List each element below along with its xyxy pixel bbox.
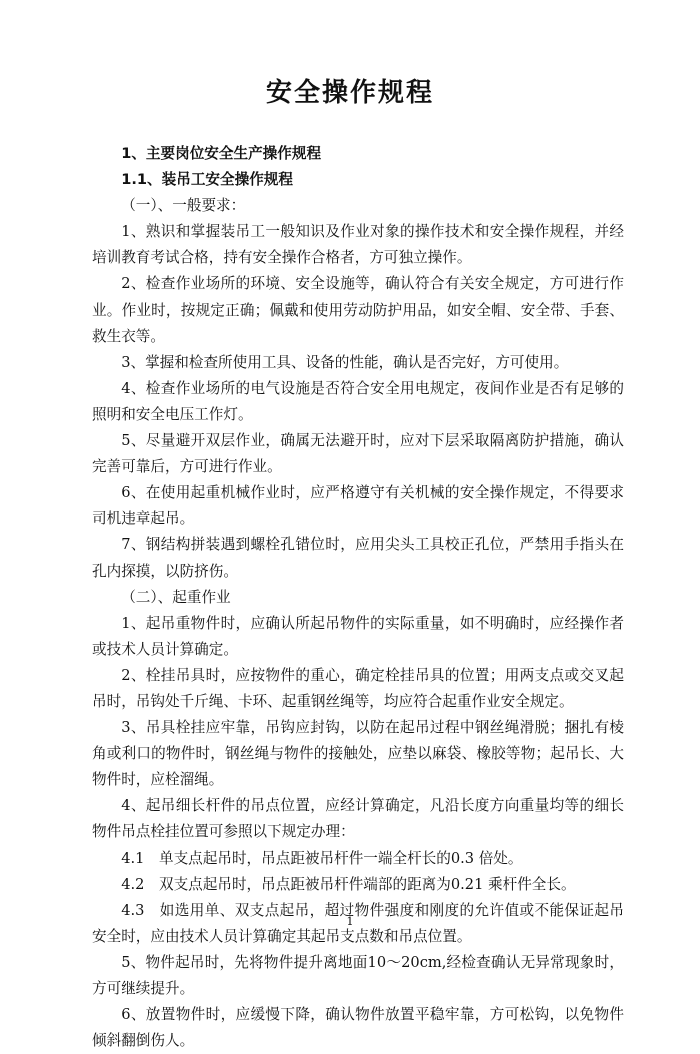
paragraph: 7、钢结构拼装遇到螺栓孔错位时，应用尖头工具校正孔位，严禁用手指头在孔内探摸，以防挤伤。 (92, 536, 624, 580)
paragraph: 6、在使用起重机械作业时，应严格遵守有关机械的安全操作规定，不得要求司机违章起吊。 (92, 484, 624, 528)
paragraph: 4.3 如选用单、双支点起吊，超过物件强度和刚度的允许值或不能保证起吊安全时，应由技术人员计算确定其起吊支点数和吊点位置。 (92, 901, 624, 945)
paragraph: 5、尽量避开双层作业，确属无法避开时，应对下层采取隔离防护措施，确认完善可靠后，方可进行作业。 (92, 432, 624, 476)
paragraph: 4、检查作业场所的电气设施是否符合安全用电规定，夜间作业是否有足够的照明和安全电压工作灯。 (92, 379, 624, 423)
document-title: 安全操作规程 (265, 78, 434, 108)
paragraph: 4、起吊细长杆件的吊点位置，应经计算确定，凡沿长度方向重量均等的细长物件吊点栓挂位置可参照以下规定办理： (92, 797, 624, 841)
paragraph: 1、起吊重物件时，应确认所起吊物件的实际重量，如不明确时，应经操作者或技术人员计算确定。 (92, 614, 624, 658)
paragraph: 6、放置物件时，应缓慢下降，确认物件放置平稳牢靠，方可松钩，以免物件倾斜翻倒伤人。 (92, 1006, 624, 1050)
paragraph: 1、熟识和掌握装吊工一般知识及作业对象的操作技术和安全操作规程，并经培训教育考试合格，持有安全操作合格者，方可独立操作。 (92, 223, 624, 267)
part-heading: （一）、一般要求： (121, 197, 246, 215)
paragraph: 4.1 单支点起吊时，吊点距被吊杆件一端全杆长的0.3 倍处。 (121, 849, 523, 867)
part-heading: （二）、起重作业 (121, 588, 231, 606)
section-heading: 1、主要岗位安全生产操作规程 (121, 145, 322, 162)
paragraph: 3、吊具栓挂应牢靠，吊钩应封钩，以防在起吊过程中钢丝绳滑脱；捆扎有棱角或利口的物件时，钢丝绳与物件的接触处，应垫以麻袋、橡胶等物；起吊长、大物件时，应栓溜绳。 (92, 719, 624, 789)
paragraph: 2、检查作业场所的环境、安全设施等，确认符合有关安全规定，方可进行作业。作业时，按规定正确；佩戴和使用劳动防护用品，如安全帽、安全带、手套、救生衣等。 (92, 275, 624, 345)
page-number: 1 (346, 915, 354, 928)
subsection-heading: 1.1、装吊工安全操作规程 (121, 171, 293, 189)
paragraph: 5、物件起吊时，先将物件提升离地面10～20cm,经检查确认无异常现象时，方可继续提升。 (92, 953, 624, 997)
paragraph: 4.2 双支点起吊时，吊点距被吊杆件端部的距离为0.21 乘杆件全长。 (121, 875, 576, 893)
paragraph: 3、掌握和检查所使用工具、设备的性能，确认是否完好，方可使用。 (121, 353, 569, 371)
paragraph: 2、栓挂吊具时，应按物件的重心，确定栓挂吊具的位置；用两支点或交叉起吊时，吊钩处千斤绳、卡环、起重钢丝绳等，均应符合起重作业安全规定。 (92, 666, 624, 710)
